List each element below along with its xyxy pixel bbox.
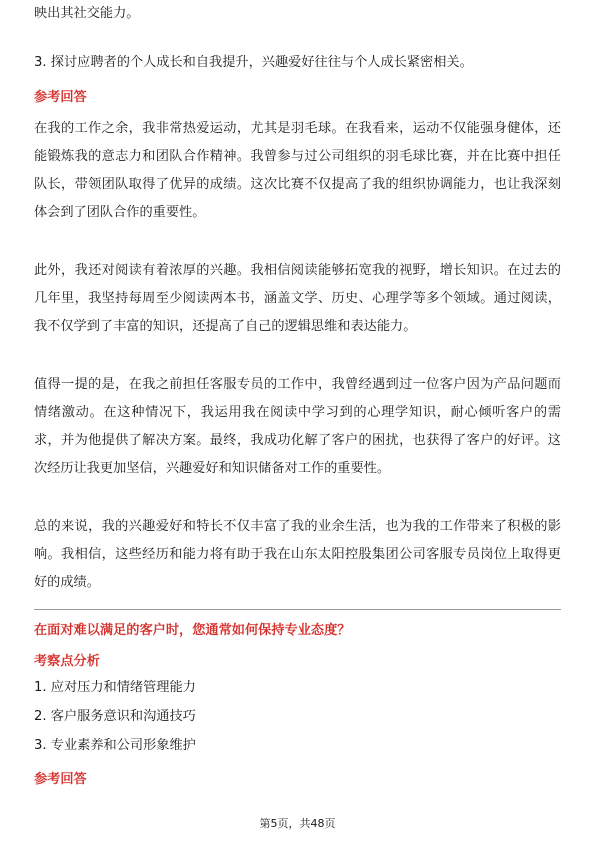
list-item: 3. 探讨应聘者的个人成长和自我提升，兴趣爱好往往与个人成长紧密相关。 [34,55,473,70]
list-item: 3. 专业素养和公司形象维护 [34,738,196,753]
answer-paragraph: 此外，我还对阅读有着浓厚的兴趣。我相信阅读能够拓宽我的视野，增长知识。在过去的几年里，我坚持每周至少阅读两本书，涵盖文学、历史、心理学等多个领域。通过阅读，我不仅学到了丰富的知识，还提高了自己的逻辑思维和表达能力。 [34,263,561,334]
question-title: 在面对难以满足的客户时，您通常如何保持专业态度？ [34,623,351,638]
answer-paragraph: 值得一提的是，在我之前担任客服专员的工作中，我曾经遇到过一位客户因为产品问题而情绪激动。在这种情况下，我运用我在阅读中学习到的心理学知识，耐心倾听客户的需求，并为他提供了解决方案。最终，我成功化解了客户的困扰，也获得了客户的好评。这次经历让我更加坚信，兴趣爱好和知识储备对工作的重要性。 [34,377,561,476]
body-text-line: 映出其社交能力。 [34,6,140,21]
list-item: 1. 应对压力和情绪管理能力 [34,680,196,695]
answer-paragraph: 总的来说，我的兴趣爱好和特长不仅丰富了我的业余生活，也为我的工作带来了积极的影响。我相信，这些经历和能力将有助于我在山东太阳控股集团公司客服专员岗位上取得更好的成绩。 [34,519,561,590]
answer-paragraph: 在我的工作之余，我非常热爱运动，尤其是羽毛球。在我看来，运动不仅能强身健体，还能锻炼我的意志力和团队合作精神。我曾参与过公司组织的羽毛球比赛，并在比赛中担任队长，带领团队取得了优异的成绩。这次比赛不仅提高了我的组织协调能力，也让我深刻体会到了团队合作的重要性。 [34,121,561,220]
section-heading-reference-answer: 参考回答 [34,772,87,787]
section-divider [34,609,561,610]
section-heading-reference-answer: 参考回答 [34,90,87,105]
page-number: 第5页，共48页 [259,817,336,830]
section-heading-analysis: 考察点分析 [34,654,100,669]
list-item: 2. 客户服务意识和沟通技巧 [34,709,196,724]
